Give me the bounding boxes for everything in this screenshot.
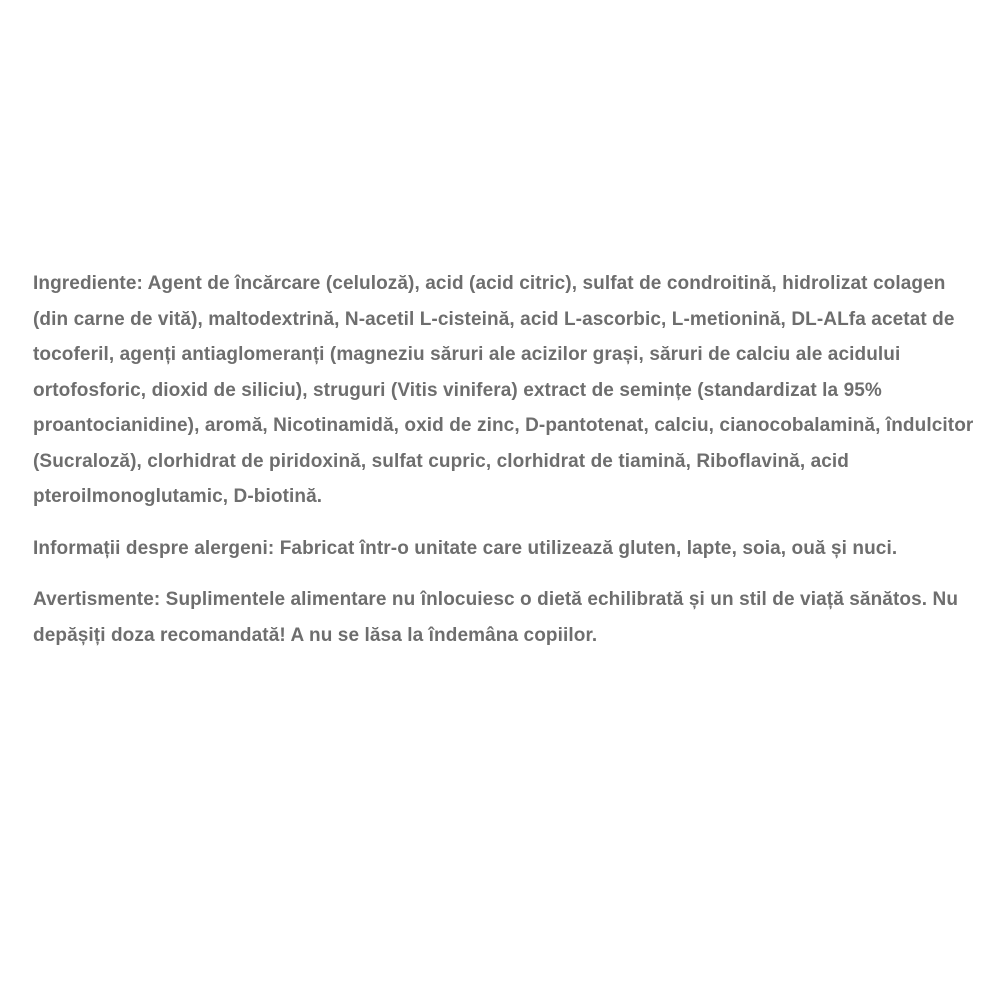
warnings-paragraph: Avertismente: Suplimentele alimentare nu înlocuiesc o dietă echilibrată și un stil de viață sănătos. Nu depășiți doza recomandată! A nu se lăsa la îndemâna copiilor. <box>33 589 959 646</box>
allergens-paragraph: Informații despre alergeni: Fabricat într-o unitate care utilizează gluten, lapte, soia, ouă și nuci. <box>33 537 898 559</box>
ingredients-paragraph: Ingrediente: Agent de încărcare (celuloză), acid (acid citric), sulfat de condroitină, hidrolizat colagen (din carne de vită), maltodextrină, N-acetil L-cisteină, acid L-ascorbic, L-metionină, DL-ALfa acetat de tocoferil, agenți antiaglomeranți (magneziu săruri ale acizilor grași, săruri de calciu ale acidului ortofosforic, dioxid de siliciu), struguri (Vitis vinifera) extract de semințe (standardizat la 95% proantocianidine), aromă, Nicotinamidă, oxid de zinc, D-pantotenat, calciu, cianocobalamină, îndulcitor (Sucraloză), clorhidrat de piridoxină, sulfat cupric, clorhidrat de tiamină, Riboflavină, acid pteroilmonoglutamic, D-biotină. <box>33 273 974 507</box>
product-info-text <box>33 266 978 669</box>
